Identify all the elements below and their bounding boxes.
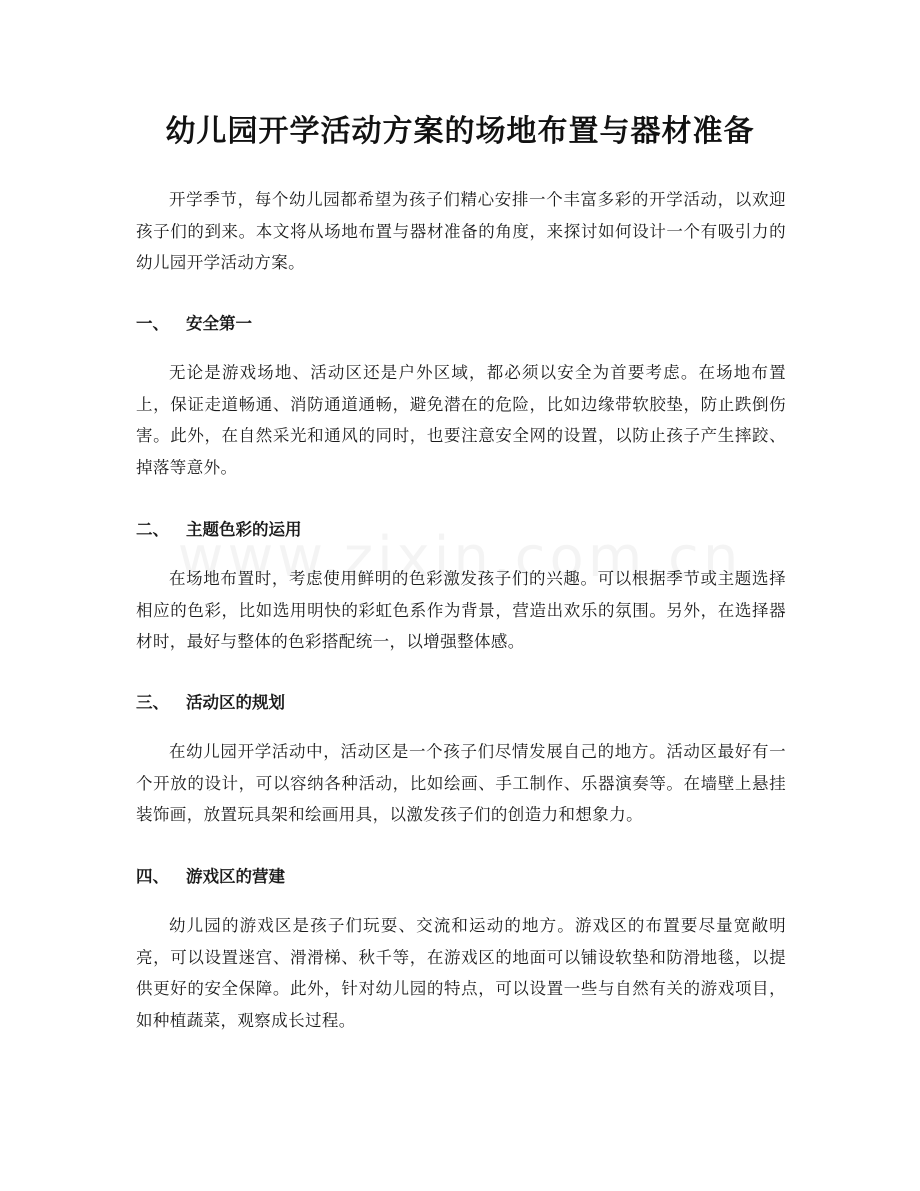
section-4-title: 游戏区的营建 [186, 867, 285, 886]
section-2-heading [136, 516, 786, 544]
section-1-title: 安全第一 [186, 314, 252, 333]
section-2-number: 二、 [136, 520, 169, 539]
section-1-number: 一、 [136, 314, 169, 333]
page-title: 幼儿园开学活动方案的场地布置与器材准备 [165, 114, 755, 149]
section-1-heading [136, 310, 786, 338]
section-3-title: 活动区的规划 [186, 693, 285, 712]
section-2-body: 在场地布置时，考虑使用鲜明的色彩激发孩子们的兴趣。可以根据季节或主题选择相应的色彩，比如选用明快的彩虹色系作为背景，营造出欢乐的氛围。另外，在选择器材时，最好与整体的色彩搭配统一，以增强整体感。 [136, 569, 786, 651]
section-3-body: 在幼儿园开学活动中，活动区是一个孩子们尽情发展自己的地方。活动区最好有一个开放的设计，可以容纳各种活动，比如绘画、手工制作、乐器演奏等。在墙壁上悬挂装饰画，放置玩具架和绘画用具，以激发孩子们的创造力和想象力。 [136, 742, 786, 824]
section-1-body: 无论是游戏场地、活动区还是户外区域，都必须以安全为首要考虑。在场地布置上，保证走道畅通、消防通道通畅，避免潜在的危险，比如边缘带软胶垫，防止跌倒伤害。此外，在自然采光和通风的同时，也要注意安全网的设置，以防止孩子产生摔跤、掉落等意外。 [136, 363, 786, 477]
section-4-number: 四、 [136, 867, 169, 886]
section-3-heading [136, 689, 786, 717]
section-4-heading [136, 863, 786, 891]
section-3-number: 三、 [136, 693, 169, 712]
section-2-title: 主题色彩的运用 [186, 520, 302, 539]
section-4-body: 幼儿园的游戏区是孩子们玩耍、交流和运动的地方。游戏区的布置要尽量宽敞明亮，可以设置迷宫、滑滑梯、秋千等，在游戏区的地面可以铺设软垫和防滑地毯，以提供更好的安全保障。此外，针对幼儿园的特点，可以设置一些与自然有关的游戏项目，如种植蔬菜，观察成长过程。 [136, 916, 786, 1030]
intro-paragraph: 开学季节，每个幼儿园都希望为孩子们精心安排一个丰富多彩的开学活动，以欢迎孩子们的到来。本文将从场地布置与器材准备的角度，来探讨如何设计一个有吸引力的幼儿园开学活动方案。 [136, 190, 786, 272]
